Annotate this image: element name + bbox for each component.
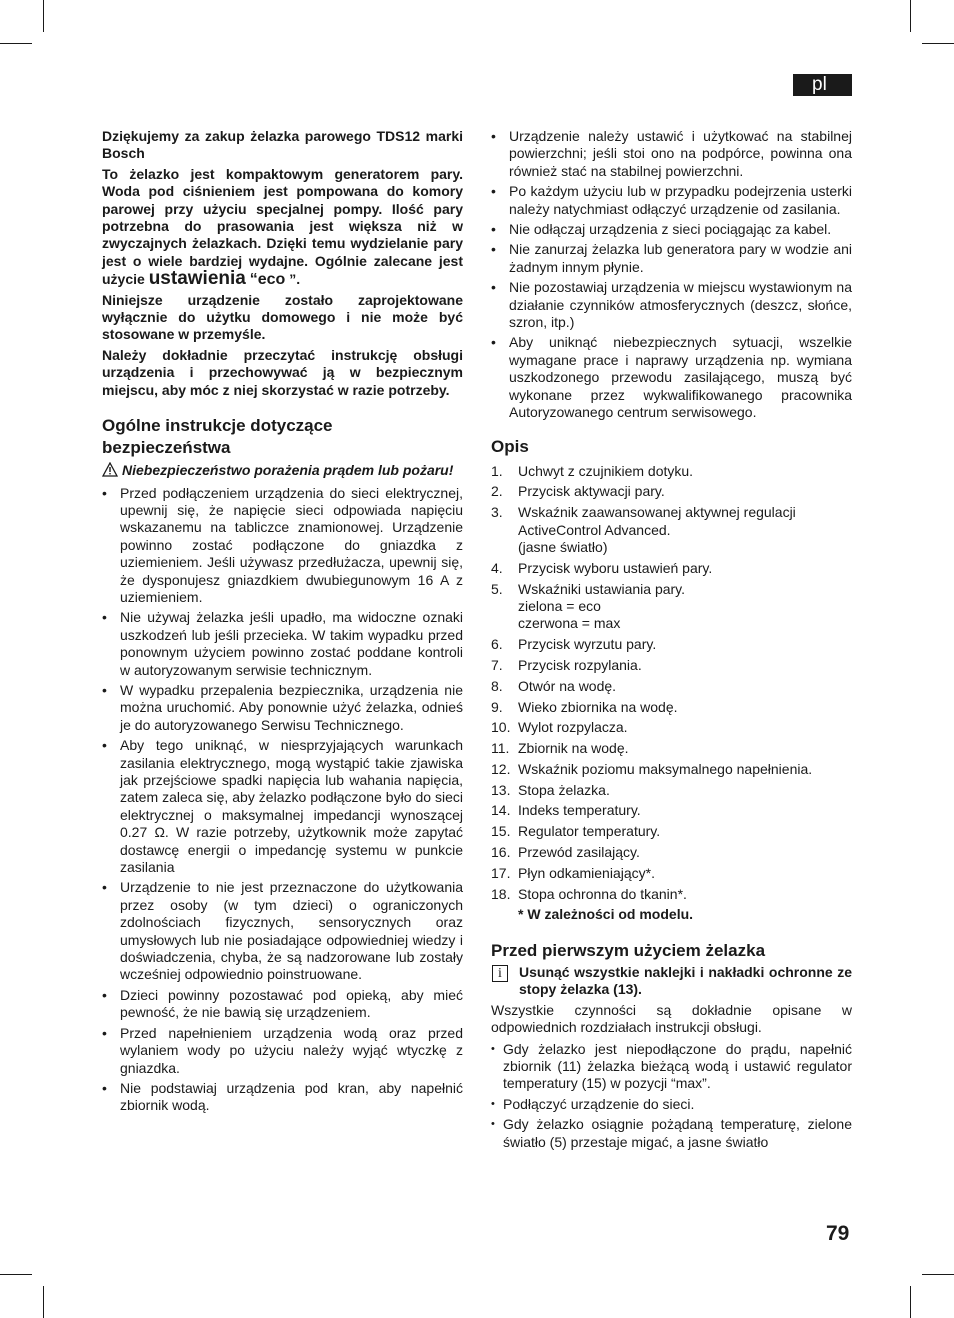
crop-mark [43, 0, 44, 32]
parts-label [518, 504, 852, 556]
parts-label: Stopa żelazka. [518, 781, 610, 798]
parts-label-line: czerwona = max [518, 615, 621, 632]
crop-mark [910, 1286, 911, 1318]
crop-mark [0, 43, 32, 44]
parts-number: 7. [491, 656, 503, 673]
parts-number: 6. [491, 636, 503, 653]
crop-mark [910, 0, 911, 32]
parts-number: 3. [491, 504, 503, 521]
parts-label: Zbiornik na wodę. [518, 740, 629, 757]
parts-label: Wylot rozpylacza. [518, 719, 628, 736]
parts-number: 9. [491, 698, 503, 715]
parts-item [491, 719, 852, 736]
list-item: • Urządzenie należy ustawić i użytkować na stabilnej powierzchni; jeśli stoi ono na podpórce, powinna ona również stać na stabilnej powierzchni. [491, 128, 852, 180]
intro-description-text: To żelazko jest kompaktowym generatorem pary. Woda pod ciśnieniem jest pompowana do komory parowej przy użyciu specjalnej pompy. Ilość pary potrzebna do prasowania jest większa niż w zwyczajnych żelazkach. Dzięki temu wydzielanie pary jest o wiele bardziej wydajne. Ogólnie zalecane jest użycie [102, 165, 463, 288]
language-tab: pl [793, 74, 852, 96]
parts-label-line: Wskaźnik zaawansowanej aktywnej regulacji [518, 504, 796, 521]
first-use-text: Wszystkie czynności są dokładnie opisane w odpowiednich rozdziałach instrukcji obsługi. [491, 1001, 852, 1036]
list-item: • Dzieci powinny pozostawać pod opieką, aby mieć pewność, że nie bawią się urządzeniem. [102, 987, 463, 1022]
parts-label [518, 581, 852, 633]
intro-thanks: Dziękujemy za zakup żelazka parowego TDS12 marki Bosch [102, 128, 463, 162]
parts-number: 18. [491, 885, 511, 902]
parts-item [491, 678, 852, 695]
parts-label: Uchwyt z czujnikiem dotyku. [518, 462, 694, 479]
intro-quote-end: ”. [289, 271, 301, 288]
parts-label-line: Wskaźniki ustawiania pary. [518, 580, 686, 597]
list-item: • Po każdym użyciu lub w przypadku podejrzenia usterki należy natychmiast odłączyć urządzenie od zasilania. [491, 183, 852, 218]
list-item: • Nie pozostawiaj urządzenia w miejscu wystawionym na działanie czynników atmosferycznych (deszcz, słońce, szron, itp.) [491, 279, 852, 331]
parts-label: Stopa ochronna do tkanin*. [518, 885, 687, 902]
list-item: • W wypadku przepalenia bezpiecznika, urządzenia nie można uruchomić. Aby ponownie użyć żelazka, odnieś je do autoryzowanego Serwisu Technicznego. [102, 682, 463, 734]
intro-ustawienia: ustawienia [148, 268, 246, 290]
parts-number: 12. [491, 760, 511, 777]
parts-label: Płyn odkamieniający*. [518, 864, 655, 881]
first-use-note-text: Usunąć wszystkie naklejki i nakładki ochronne ze stopy żelazka (13). [519, 963, 852, 998]
list-item: • Nie podstawiaj urządzenia pod kran, aby napełnić zbiornik wodą. [102, 1080, 463, 1115]
parts-label-line: zielona = eco [518, 597, 601, 614]
parts-item [491, 886, 852, 903]
list-item: • Przed napełnieniem urządzenia wodą oraz przed wylaniem wody po użyciu należy wyjąć wtyczkę z gniazdka. [102, 1025, 463, 1077]
description-heading: Opis [491, 436, 529, 456]
crop-mark [922, 1274, 954, 1275]
safety-list-right [491, 128, 852, 422]
parts-item [491, 657, 852, 674]
parts-list [491, 463, 852, 904]
list-item: • Nie zanurzaj żelazka lub generatora pary w wodzie ani żadnym innym płynie. [491, 241, 852, 276]
parts-item [491, 802, 852, 819]
parts-label: Przycisk wyboru ustawień pary. [518, 559, 713, 576]
parts-item [491, 699, 852, 716]
parts-number: 17. [491, 864, 511, 881]
parts-item [491, 782, 852, 799]
parts-label: Otwór na wodę. [518, 677, 617, 694]
crop-mark [43, 1286, 44, 1318]
crop-mark [922, 43, 954, 44]
parts-number: 10. [491, 719, 511, 736]
model-footnote: * W zależności od modelu. [518, 906, 694, 923]
list-item: • Nie używaj żelazka jeśli upadło, ma widoczne oznaki uszkodzeń lub jeśli przecieka. W takim wypadku przed ponownym użyciem powinno zostać poddane kontroli w autoryzowanym serwisie technicznym. [102, 609, 463, 679]
list-item: • Gdy żelazko jest niepodłączone do prądu, napełnić zbiornik (11) żelazka bieżącą wodą i ustawić regulator temperatury (15) w pozycji “max”. [491, 1041, 852, 1093]
warning-triangle-icon [102, 462, 122, 481]
parts-label: Regulator temperatury. [518, 823, 661, 840]
parts-item [491, 636, 852, 653]
first-use-note [491, 964, 852, 999]
parts-item [491, 463, 852, 480]
parts-label: Indeks temperatury. [518, 802, 641, 819]
safety-heading: Ogólne instrukcje dotyczące bezpieczeństwa [102, 416, 333, 458]
list-item: • Aby uniknąć niebezpiecznych sytuacji, wszelkie wymagane prace i naprawy urządzenia np. wymiana uszkodzonego przewodu zasilającego, muszą być wykonane przez wykwalifikowanego pracownika Autoryzowanego centrum serwisowego. [491, 334, 852, 421]
parts-item [491, 740, 852, 757]
list-item: • Aby tego uniknąć, w niesprzyjających warunkach zasilania elektrycznego, mogą wystąpić takie zjawiska jak przejściowe spadki napięcia lub wahania napięcia, zatem zaleca się, aby żelazko podłączone było do sieci elektrycznej o maksymalnej impedancji wynoszącej 0.27 Ω. W razie potrzeby, użytkownik może zapytać dostawcę energii o impedancję systemu w punkcie zasilania [102, 737, 463, 876]
right-column [491, 128, 852, 1154]
parts-item [491, 581, 852, 633]
parts-label: Wieko zbiornika na wodę. [518, 698, 678, 715]
first-use-heading: Przed pierwszym użyciem żelazka [491, 940, 766, 960]
parts-number: 15. [491, 823, 511, 840]
list-item: • Podłączyć urządzenie do sieci. [491, 1096, 852, 1113]
intro-eco: “eco [249, 271, 286, 289]
safety-list-left [102, 485, 463, 1115]
parts-number: 16. [491, 844, 511, 861]
info-box-icon: i [492, 965, 508, 982]
list-item: • Gdy żelazko osiągnie pożądaną temperaturę, zielone światło (5) przestaje migać, a jasne światło [491, 1116, 852, 1151]
parts-item [491, 823, 852, 840]
left-column [102, 128, 463, 1118]
parts-number: 5. [491, 580, 503, 597]
parts-number: 1. [491, 462, 503, 479]
warning-text: Niebezpieczeństwo porażenia prądem lub pożaru! [122, 462, 454, 479]
intro-household: Niniejsze urządzenie zostało zaprojektowane wyłącznie do użytku domowego i nie może być stosowane w przemyśle. [102, 291, 463, 343]
parts-number: 8. [491, 677, 503, 694]
parts-number: 4. [491, 559, 503, 576]
list-item: • Nie odłączaj urządzenia z sieci pociągając za kabel. [491, 221, 852, 238]
safety-warning [102, 462, 463, 481]
parts-item [491, 761, 852, 778]
intro-read-manual: Należy dokładnie przeczytać instrukcję obsługi urządzenia i przechowywać ją w bezpiecznym miejscu, aby móc z niej skorzystać w razie potrzeby. [102, 346, 463, 398]
parts-label: Wskaźnik poziomu maksymalnego napełnienia. [518, 760, 813, 777]
first-use-steps [491, 1041, 852, 1151]
page-number: 79 [826, 1222, 850, 1245]
parts-item [491, 844, 852, 861]
parts-number: 2. [491, 483, 503, 500]
list-item: • Urządzenie to nie jest przeznaczone do użytkowania przez osoby (w tym dzieci) o ograniczonych zdolnościach fizycznych, sensorycznych oraz umysłowych lub nie posiadające odpowiedniej wiedzy i doświadczenia, chyba, że są nadzorowane lub zostały wcześniej odpowiednio poinstruowane. [102, 879, 463, 983]
parts-label-line: ActiveControl Advanced. [518, 521, 671, 538]
parts-item [491, 504, 852, 556]
parts-number: 11. [491, 740, 510, 757]
intro-description [102, 166, 463, 289]
parts-item [491, 560, 852, 577]
parts-label: Przycisk wyrzutu pary. [518, 636, 657, 653]
parts-label: Przycisk rozpylania. [518, 656, 642, 673]
parts-number: 13. [491, 781, 511, 798]
parts-item [491, 865, 852, 882]
list-item: • Przed podłączeniem urządzenia do sieci elektrycznej, upewnij się, że napięcie sieci odpowiada napięciu wskazanemu na tabliczce znamionowej. Urządzenie powinno zostać podłączone do gniazdka z uziemieniem. Jeśli używasz przedłużacza, upewnij się, że dysponujesz gniazdkiem dwubiegunowym 16 A z uziemieniem. [102, 485, 463, 607]
parts-label: Przewód zasilający. [518, 844, 640, 861]
parts-label-line: (jasne światło) [518, 538, 608, 555]
parts-label: Przycisk aktywacji pary. [518, 483, 665, 500]
parts-item [491, 483, 852, 500]
parts-number: 14. [491, 802, 511, 819]
crop-mark [0, 1274, 32, 1275]
